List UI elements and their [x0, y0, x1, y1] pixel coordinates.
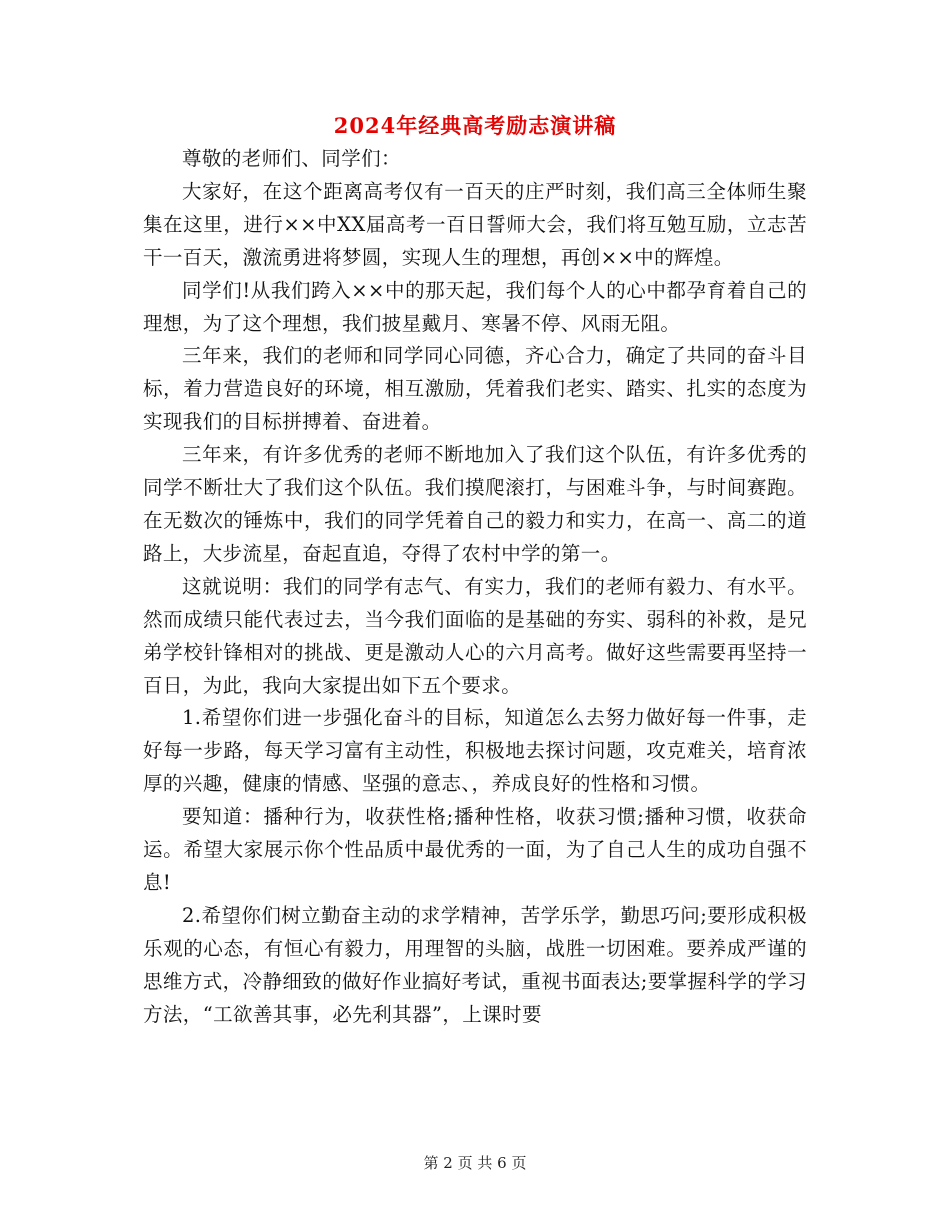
paragraph-explanation: 这就说明：我们的同学有志气、有实力，我们的老师有毅力、有水平。然而成绩只能代表过去，当今我们面临的是基础的夯实、弱科的补救，是兄弟学校针锋相对的挑战、更是激动人心的六月高考。做好这些需要再坚持一百日，为此，我向大家提出如下五个要求。: [143, 574, 807, 697]
page-number-footer: 第 2 页 共 6 页: [423, 1154, 527, 1172]
paragraph-requirement-1: 1.希望你们进一步强化奋斗的目标，知道怎么去努力做好每一件事，走好每一步路，每天学习富有主动性，积极地去探讨问题，攻克难关，培育浓厚的兴趣，健康的情感、坚强的意志、，养成良好的性格和习惯。: [143, 706, 807, 796]
paragraph-know: 要知道：播种行为，收获性格;播种性格，收获习惯;播种习惯，收获命运。希望大家展示你个性品质中最优秀的一面，为了自己人生的成功自强不息!: [143, 805, 807, 894]
paragraph-salutation: 尊敬的老师们、同学们：: [182, 147, 401, 170]
document-title: 2024年经典高考励志演讲稿: [333, 113, 617, 138]
paragraph-greeting: 大家好，在这个距离高考仅有一百天的庄严时刻，我们高三全体师生聚集在这里，进行××中XX届高考一百日誓师大会，我们将互勉互励，立志苦干一百天，激流勇进将梦圆，实现人生的理想，再创××中的辉煌。: [143, 179, 807, 269]
paragraph-three-years-team: 三年来，有许多优秀的老师不断地加入了我们这个队伍，有许多优秀的同学不断壮大了我们这个队伍。我们摸爬滚打，与困难斗争，与时间赛跑。在无数次的锤炼中，我们的同学凭着自己的毅力和实力，在高一、高二的道路上，大步流星，奋起直追，夺得了农村中学的第一。: [143, 443, 807, 565]
paragraph-three-years-teachers: 三年来，我们的老师和同学同心同德，齐心合力，确定了共同的奋斗目标，着力营造良好的环境，相互激励，凭着我们老实、踏实、扎实的态度为实现我们的目标拼搏着、奋进着。: [143, 344, 807, 434]
document-body: [143, 143, 807, 1031]
paragraph-requirement-2: 2.希望你们树立勤奋主动的求学精神，苦学乐学，勤思巧问;要形成积极乐观的心态，有恒心有毅力，用理智的头脑，战胜一切困难。要养成严谨的思维方式，冷静细致的做好作业搞好考试，重视书面表达;要掌握科学的学习方法，“工欲善其事，必先利其器”，上课时要: [143, 903, 807, 1026]
paragraph-ideal: 同学们!从我们跨入××中的那天起，我们每个人的心中都孕育着自己的理想，为了这个理想，我们披星戴月、寒暑不停、风雨无阻。: [143, 278, 807, 335]
